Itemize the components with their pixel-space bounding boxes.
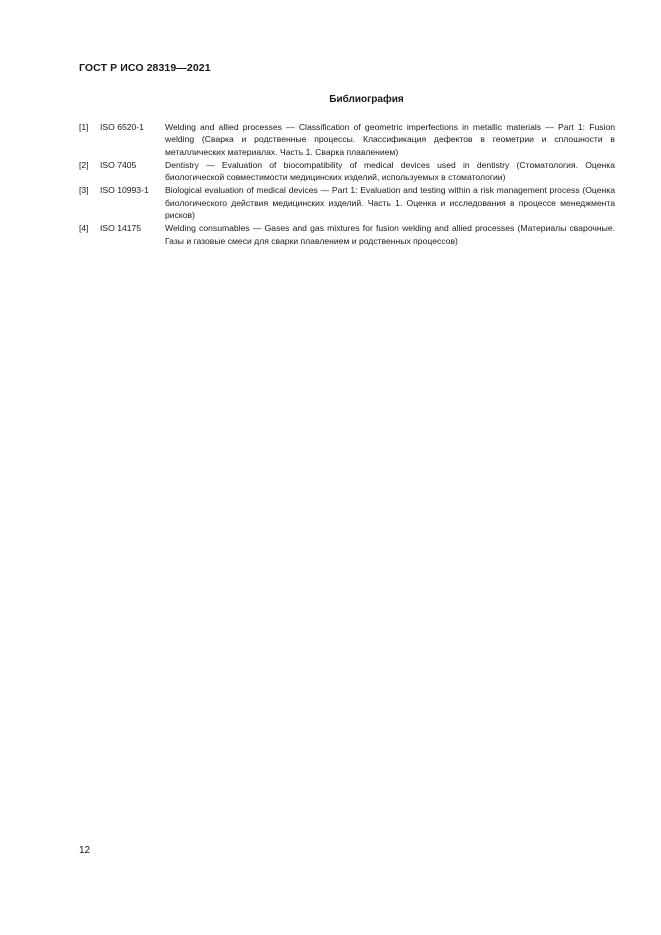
page-number: 12 xyxy=(79,845,91,856)
entry-text: Dentistry — Evaluation of biocompatibility of medical devices used in dentistry (Стоматология. Оценка биологической совместимости медицинских изделий, используемых в стоматологии) xyxy=(165,159,615,183)
bibliography-entry-4 xyxy=(79,222,615,247)
bibliography-title: Библиография xyxy=(329,94,404,105)
entry-number: [3] xyxy=(79,185,89,196)
entry-standard-code: ISO 10993-1 xyxy=(100,185,149,196)
entry-standard-code: ISO 14175 xyxy=(100,223,142,234)
bibliography-entry-3 xyxy=(79,184,615,221)
bibliography-entry-1 xyxy=(79,121,615,158)
entry-text: Biological evaluation of medical devices — Part 1: Evaluation and testing within a risk management process (Оценка биологического действия медицинских изделий. Часть 1. Оценка и исследования в процессе менеджмента рисков) xyxy=(165,185,615,221)
entry-text: Welding consumables — Gases and gas mixtures for fusion welding and allied processes (Материалы сварочные. Газы и газовые смеси для сварки плавлением и родственных процессов) xyxy=(165,223,615,246)
entry-number: [4] xyxy=(79,223,89,234)
entry-text: Welding and allied processes — Classification of geometric imperfections in metallic materials — Part 1: Fusion welding (Сварка и родственные процессы. Классификация дефектов в геометрии и сплошности в металлических материалах. Часть 1. Сварка плавлением) xyxy=(165,122,615,157)
document-code-header: ГОСТ Р ИСО 28319—2021 xyxy=(79,62,211,74)
entry-standard-code: ISO 6520-1 xyxy=(100,122,144,132)
entry-number: [2] xyxy=(79,159,89,170)
entry-standard-code: ISO 7405 xyxy=(100,159,137,170)
bibliography-list xyxy=(79,121,615,248)
bibliography-entry-2 xyxy=(79,159,615,184)
entry-number: [1] xyxy=(79,122,89,132)
